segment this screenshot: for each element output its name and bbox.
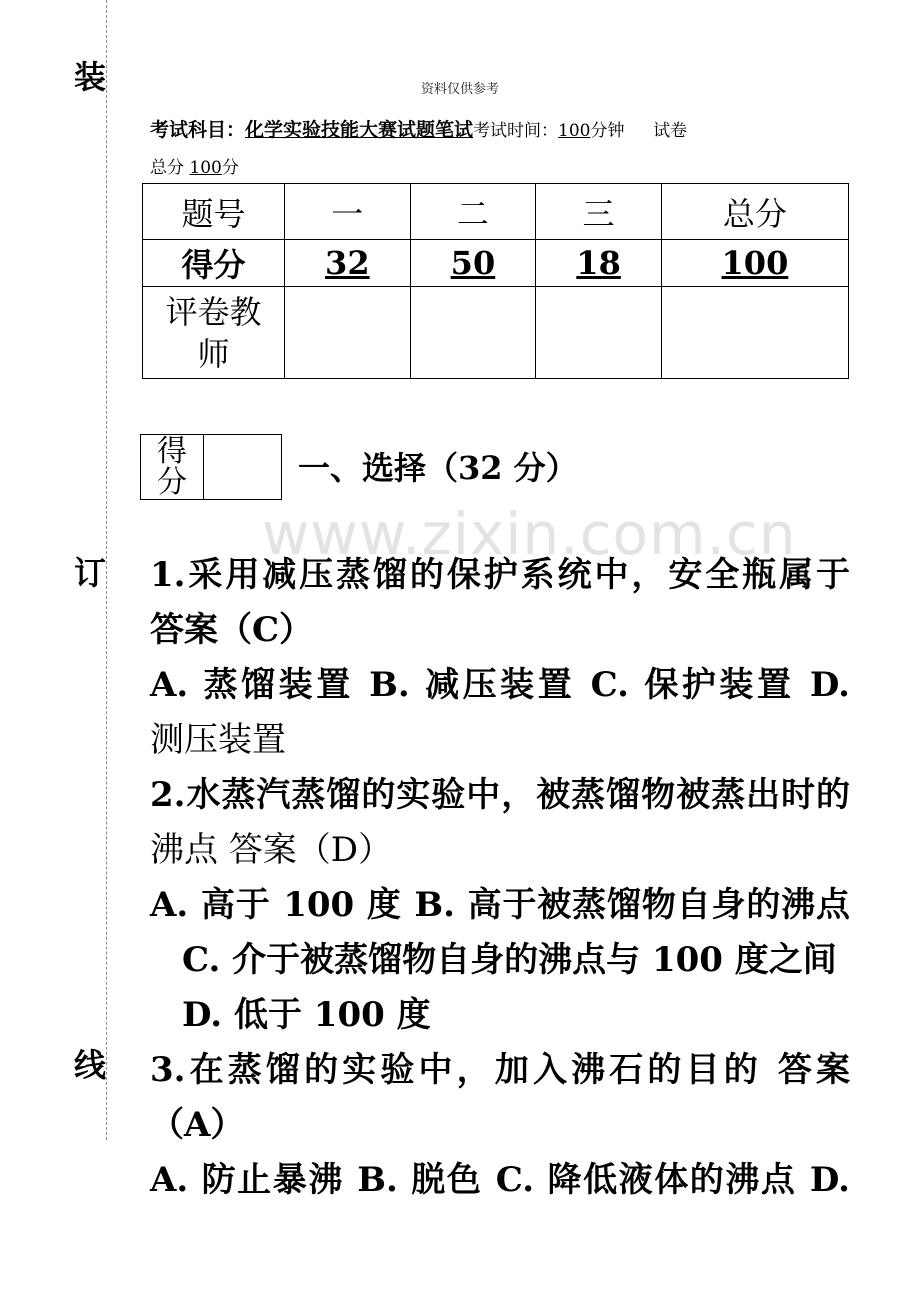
question-1-options-cont: 测压装置 [150,720,286,760]
section-score-label-line2: 分 [157,465,187,500]
margin-char-xian: 线 [74,1046,107,1084]
score-table-header-row [143,184,849,240]
margin-char-zhuang: 装 [74,58,107,96]
score-cell: 18 [536,240,662,287]
score-cell: 32 [285,240,411,287]
total-label-a: 试卷 [653,121,688,141]
total-label-b: 总分 [150,158,184,178]
grader-cell [536,287,662,379]
question-2-option-c: C. 介于被蒸馏物自身的沸点与 100 度之间 [182,940,837,980]
question-1-stem [150,548,850,603]
header-cell: 一 [285,184,411,240]
header-note: 资料仅供参考 [420,82,499,97]
score-cell: 100 [661,240,848,287]
section-title: 一、选择（32 分） [298,449,578,487]
section-score-label-line1: 得 [157,434,187,469]
grader-cell [661,287,848,379]
question-3-answer: （A） [150,1105,245,1145]
binding-margin-line [106,0,107,1140]
question-1-answer: 答案（C） [150,610,314,650]
watermark: www.zixin.com.cn [262,500,797,568]
grader-cell [285,287,411,379]
margin-char-ding: 订 [74,554,107,592]
grader-cell [410,287,536,379]
header-cell: 题号 [143,184,285,240]
total-unit: 分 [221,158,239,178]
question-list [150,548,850,1208]
question-3-options: A. 防止暴沸 B. 脱色 C. 降低液体的沸点 D. [150,1160,850,1200]
section-score-box [140,434,282,500]
score-cell: 50 [410,240,536,287]
header-cell: 三 [536,184,662,240]
section-score-blank [204,435,282,500]
exam-info-line [150,116,850,145]
question-3-stem: 3.在蒸馏的实验中，加入沸石的目的 答案 [150,1050,850,1090]
subject-value: 化学实验技能大赛试题笔试 [245,119,474,141]
total-value: 100 [189,158,222,178]
score-table [142,183,849,379]
grader-label [143,287,285,379]
subject-label: 考试科目： [150,119,246,141]
question-1-line1: 1.采用减压蒸馏的保护系统中，安全瓶属于 [150,555,850,595]
exam-total-line [150,156,239,180]
time-value: 100 [558,121,591,141]
question-2-option-d: D. 低于 100 度 [182,995,431,1035]
score-row-label: 得分 [143,240,285,287]
grader-label-line1: 评卷教 [165,292,262,331]
score-table-score-row [143,240,849,287]
question-2-stem: 2.水蒸汽蒸馏的实验中，被蒸馏物被蒸出时的 [150,775,850,815]
section-score-label [141,435,204,500]
question-1-options: A. 蒸馏装置 B. 减压装置 C. 保护装置 D. [150,665,850,705]
header-cell: 二 [410,184,536,240]
time-label: 考试时间： [473,121,559,141]
grader-label-line2: 师 [197,334,230,373]
question-2-options: A. 高于 100 度 B. 高于被蒸馏物自身的沸点 [150,885,850,925]
header-cell: 总分 [661,184,848,240]
time-unit: 分钟 [590,121,625,141]
score-table-grader-row [143,287,849,379]
question-2-answer: 沸点 答案（D） [150,830,393,870]
